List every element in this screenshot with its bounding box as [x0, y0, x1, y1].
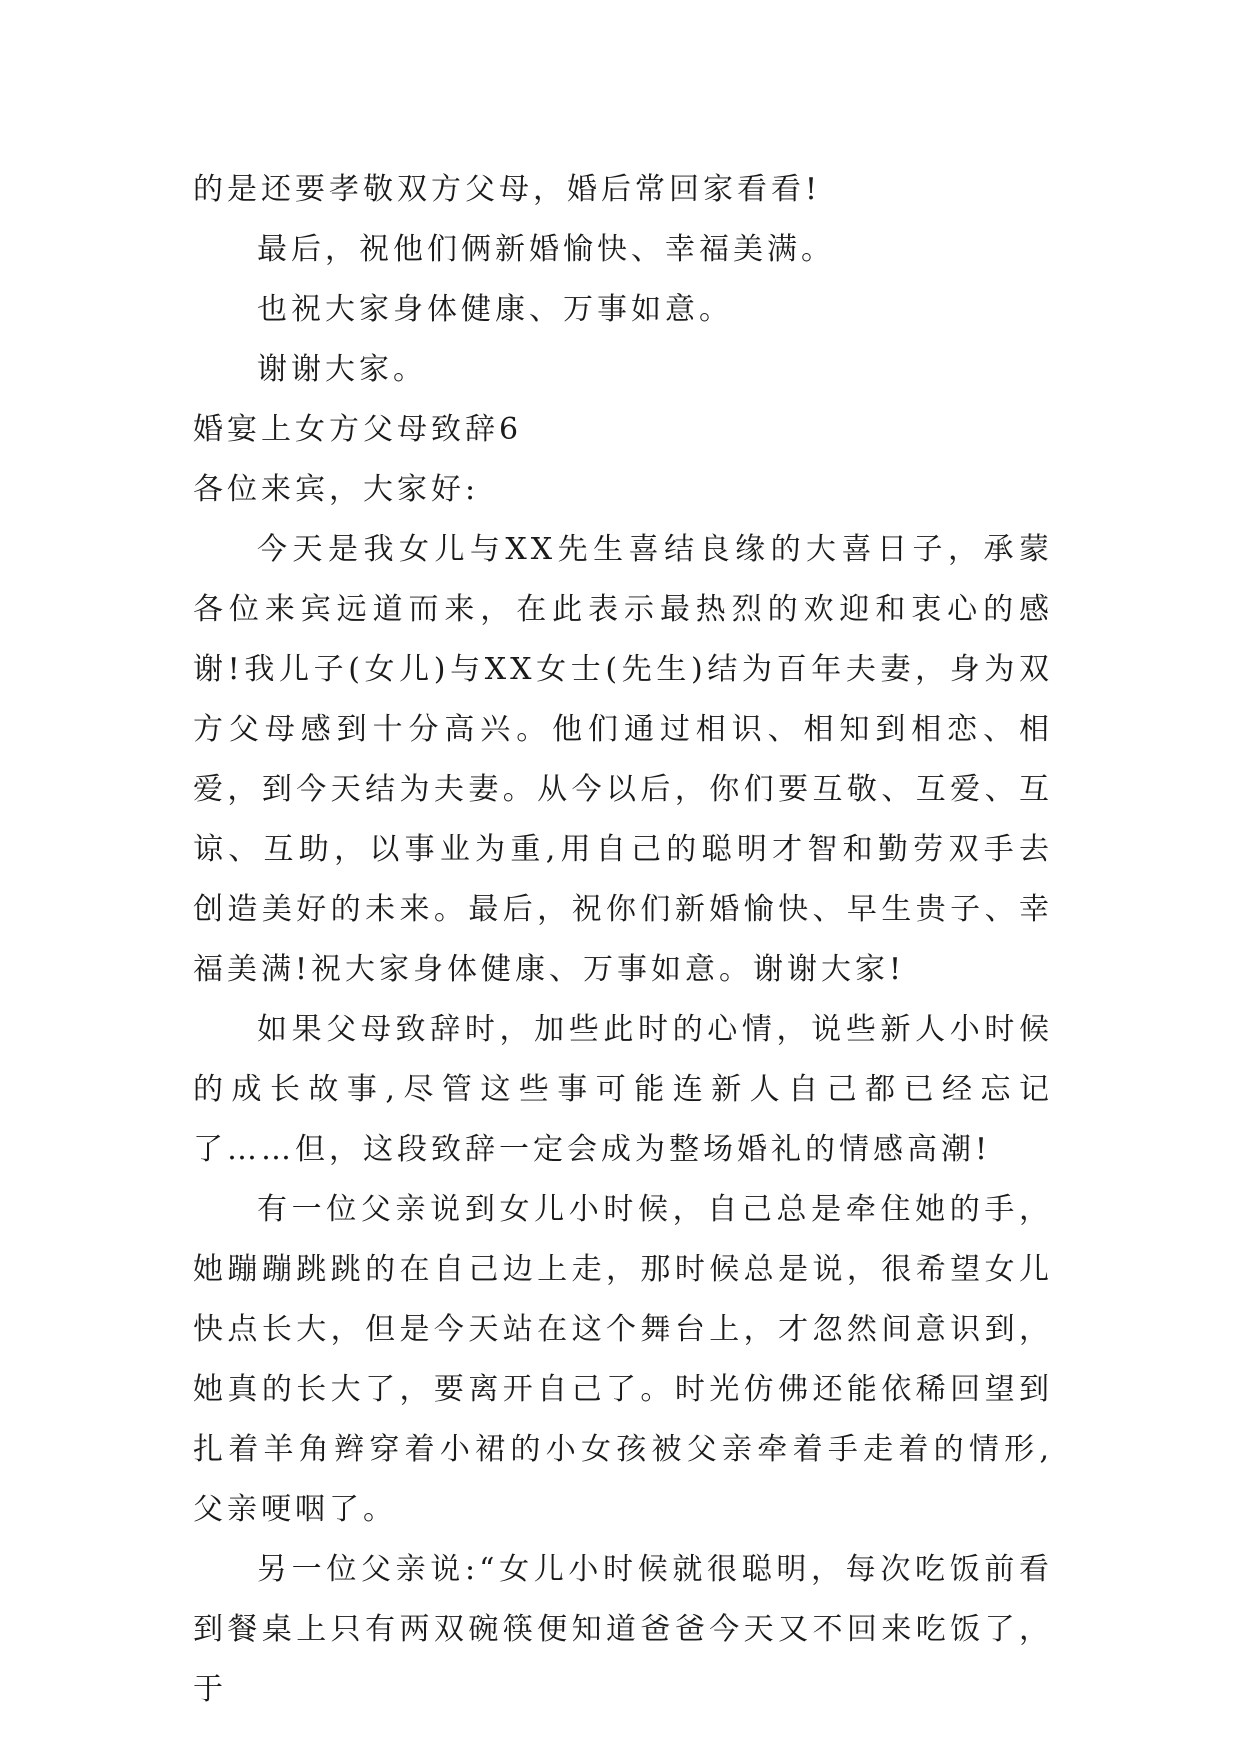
- section-heading: 婚宴上女方父母致辞6: [193, 412, 523, 447]
- paragraph-father-story-1: 有一位父亲说到女儿小时候，自己总是牵住她的手，她蹦蹦跳跳的在自己边上走，那时候总是说，很希望女儿快点长大，但是今天站在这个舞台上，才忽然间意识到，她真的长大了，要离开自己了。时光仿佛还能依稀回望到扎着羊角辫穿着小裙的小女孩被父亲牵着手走着的情形,父亲哽咽了。: [193, 1192, 1053, 1527]
- salutation: 各位来宾，大家好:: [193, 472, 480, 507]
- paragraph-wish: 也祝大家身体健康、万事如意。: [257, 292, 733, 327]
- document-body: [193, 160, 1053, 1720]
- paragraph-blessing: 最后，祝他们俩新婚愉快、幸福美满。: [257, 232, 835, 267]
- paragraph-speech: 今天是我女儿与XX先生喜结良缘的大喜日子，承蒙各位来宾远道而来，在此表示最热烈的欢迎和衷心的感谢!我儿子(女儿)与XX女士(先生)结为百年夫妻，身为双方父母感到十分高兴。他们通过相识、相知到相恋、相爱，到今天结为夫妻。从今以后，你们要互敬、互爱、互谅、互助，以事业为重,用自己的聪明才智和勤劳双手去创造美好的未来。最后，祝你们新婚愉快、早生贵子、幸福美满!祝大家身体健康、万事如意。谢谢大家!: [193, 532, 1053, 987]
- paragraph-continuation: 的是还要孝敬双方父母，婚后常回家看看!: [193, 172, 822, 207]
- paragraph-advice: 如果父母致辞时，加些此时的心情，说些新人小时候的成长故事,尽管这些事可能连新人自己都已经忘记了……但，这段致辞一定会成为整场婚礼的情感高潮!: [193, 1012, 1053, 1167]
- paragraph-thanks: 谢谢大家。: [257, 352, 427, 387]
- paragraph-father-story-2: 另一位父亲说:“女儿小时候就很聪明，每次吃饭前看到餐桌上只有两双碗筷便知道爸爸今天又不回来吃饭了，于: [193, 1552, 1053, 1707]
